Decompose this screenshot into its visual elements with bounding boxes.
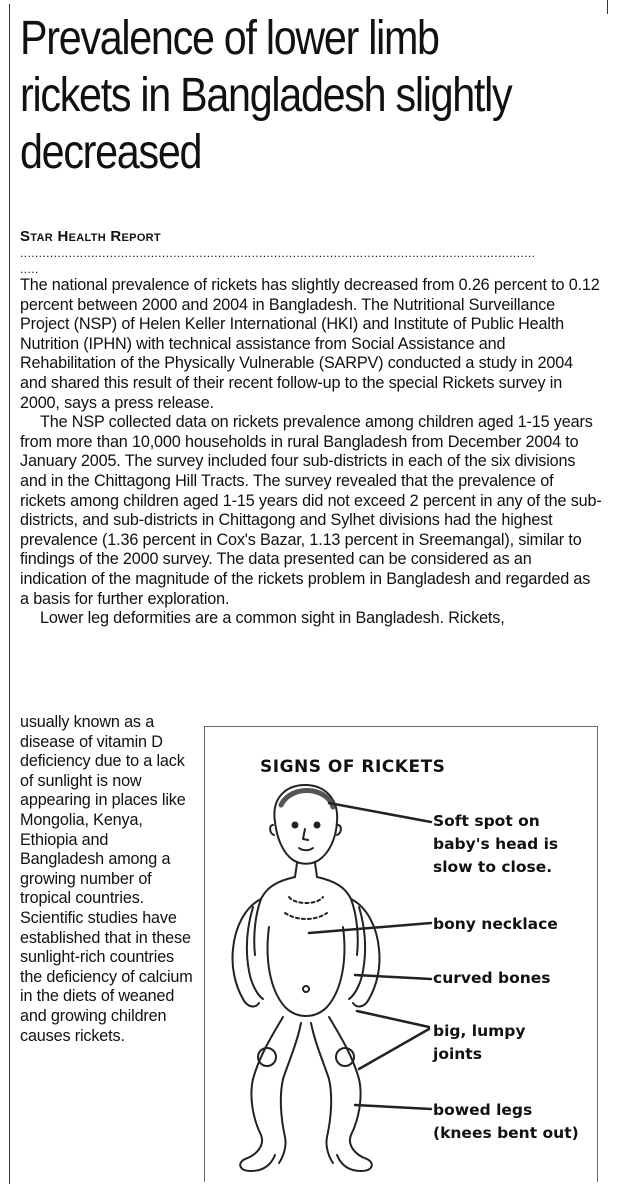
label-bony-necklace: bony necklace bbox=[433, 915, 558, 933]
article-body bbox=[20, 276, 602, 629]
label-lumpy-joints: big, lumpy joints bbox=[433, 1022, 526, 1063]
column-rule-left bbox=[9, 4, 10, 1184]
dotted-separator: .......................................................................................................................................... bbox=[20, 246, 536, 260]
paragraph-2: The NSP collected data on rickets prevalence among children aged 1-15 years from more than 10,000 households in rural Bangladesh from December 2004 to January 2005. The survey included four sub-districts in each of the six divisions and in the Chittagong Hill Tracts. The survey revealed that the prevalence of rickets among children aged 1-15 years did not exceed 2 percent in any of the sub-districts, and sub-districts in Chittagong and Sylhet divisions had the highest prevalence (1.36 percent in Cox's Bazar, 1.13 percent in Sreemangal), similar to findings of the 2000 survey. The data presented can be considered as an indication of the magnitude of the rickets problem in Bangladesh and regarded as a basis for further exploration. bbox=[20, 413, 602, 608]
rickets-illustration bbox=[204, 726, 598, 1182]
label-soft-spot: Soft spot on baby's head is slow to close. bbox=[433, 812, 559, 876]
article-byline: Star Health Report bbox=[20, 228, 161, 245]
label-curved-bones: curved bones bbox=[433, 969, 551, 987]
dotted-separator-tail: ..... bbox=[20, 262, 39, 276]
paragraph-3-continued: usually known as a disease of vitamin D deficiency due to a lack of sunlight is now appearing in places like Mongolia, Kenya, Ethiopia and Bangladesh among a growing number of tropical countries. Scientific studies have established that in these sunlight-rich countries the deficiency of calcium in the diets of weaned and growing children causes rickets. bbox=[20, 713, 193, 1045]
label-bowed-legs: bowed legs (knees bent out) bbox=[433, 1101, 579, 1142]
column-rule-right bbox=[607, 0, 608, 14]
paragraph-1: The national prevalence of rickets has slightly decreased from 0.26 percent to 0.12 percent between 2000 and 2004 in Bangladesh. The Nutritional Surveillance Project (NSP) of Helen Keller International (HKI) and Institute of Public Health Nutrition (IPHN) with technical assistance from Social Assistance and Rehabilitation of the Physically Vulnerable (SARPV) conducted a study in 2004 and shared this result of their recent follow-up to the special Rickets survey in 2000, says a press release. bbox=[20, 276, 600, 412]
article-headline: Prevalence of lower limb rickets in Bangladesh slightly decreased bbox=[20, 12, 512, 179]
figure-title: SIGNS OF RICKETS bbox=[260, 757, 446, 777]
paragraph-3-start: Lower leg deformities are a common sight in Bangladesh. Rickets, bbox=[40, 609, 505, 628]
